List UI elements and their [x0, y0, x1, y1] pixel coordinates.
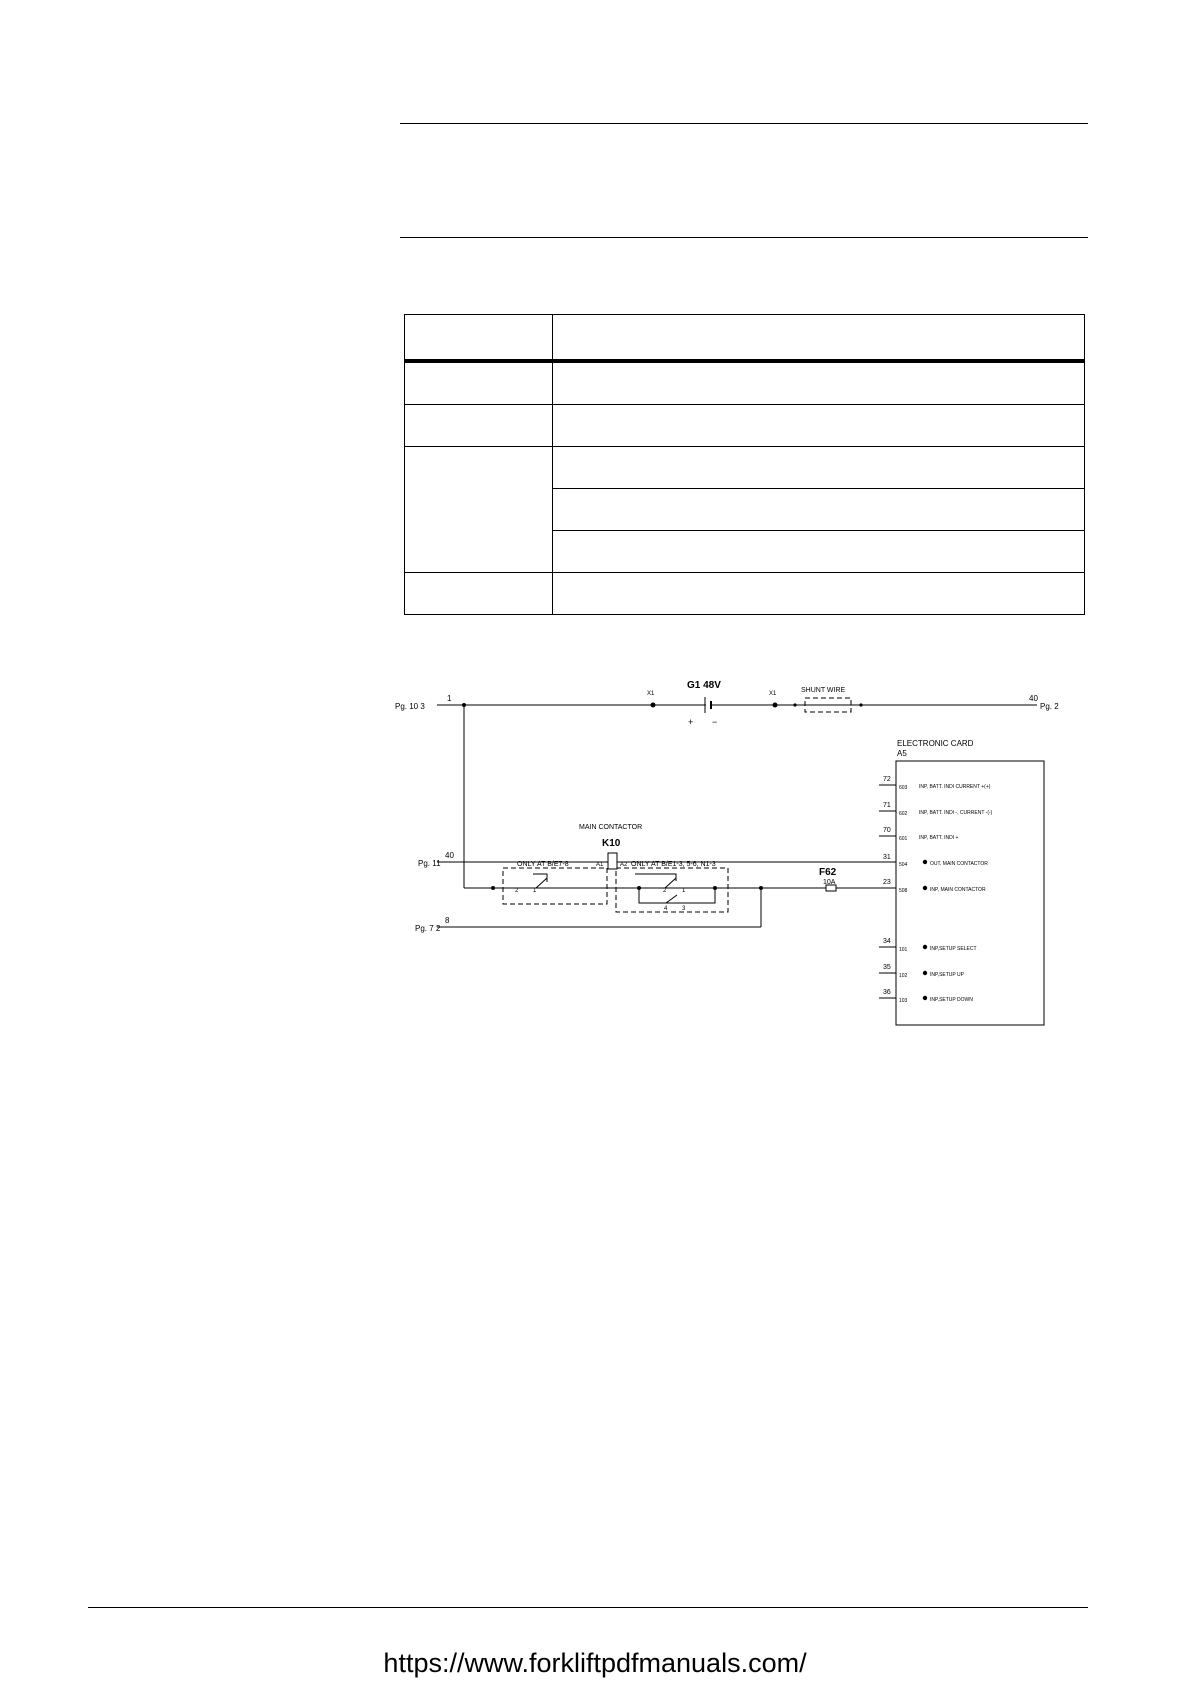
connector-x1-right-label: X1 — [769, 691, 777, 697]
card-pin-dot — [923, 996, 927, 1000]
header-rule-bottom — [400, 237, 1088, 238]
card-pin-label: INP, BATT. INDI -, CURRENT -(-) — [919, 810, 993, 816]
junction-dot — [713, 886, 717, 890]
card-wire-number: 31 — [883, 854, 891, 861]
footer-url[interactable]: https://www.forkliftpdfmanuals.com/ — [383, 1648, 807, 1678]
fuse-rating: 10A — [823, 879, 836, 886]
option-box-right — [616, 868, 728, 912]
table-header-row — [405, 315, 1085, 362]
card-pin-label: INP,SETUP UP — [930, 972, 964, 978]
option-right-label: ONLY AT B/E1-3, 5-6, N1-3 — [631, 861, 716, 868]
wire-number: 8 — [445, 916, 450, 925]
connector-x1-left-label: X1 — [647, 691, 655, 697]
wire-number: 1 — [447, 694, 452, 703]
contactor-coil — [608, 853, 617, 869]
battery-minus: − — [712, 717, 718, 727]
card-pin-number: 103 — [899, 998, 908, 1004]
card-wire-number: 35 — [883, 964, 891, 971]
card-wire-number: 36 — [883, 989, 891, 996]
page-ref-top-right: Pg. 2 — [1040, 702, 1059, 711]
card-pin-label: INP,SETUP DOWN — [930, 997, 973, 1003]
card-pin-number: 508 — [899, 888, 908, 894]
junction-dot — [637, 886, 641, 890]
spec-table — [404, 314, 1085, 615]
card-pin-label: INP, BATT. INDI + — [919, 835, 959, 841]
table-row — [405, 405, 1085, 447]
card-pin-number: 602 — [899, 811, 908, 817]
fuse-label: F62 — [819, 867, 837, 878]
connector-x1-left — [651, 703, 656, 708]
table-row — [405, 447, 1085, 489]
switch-terminal: 1 — [682, 888, 686, 894]
battery-plus: + — [688, 717, 694, 727]
card-pin-label: INP,SETUP SELECT — [930, 946, 977, 952]
junction-dot — [491, 886, 495, 890]
option-box-left — [503, 868, 607, 904]
card-pin-number: 504 — [899, 862, 908, 868]
contactor-label: K10 — [602, 838, 621, 849]
switch-terminal: 4 — [664, 906, 668, 912]
switch-terminal: 2 — [663, 888, 667, 894]
switch-terminal: 1 — [533, 888, 537, 894]
card-wire-number: 34 — [883, 938, 891, 945]
switch-terminal: 3 — [682, 906, 686, 912]
card-wire-number: 70 — [883, 827, 891, 834]
card-pin-number: 603 — [899, 785, 908, 791]
card-pin-number: 102 — [899, 973, 908, 979]
card-wire-number: 71 — [883, 802, 891, 809]
card-box — [896, 761, 1044, 1025]
page-ref-mid-left: Pg. 11 — [418, 859, 441, 868]
card-pin-dot — [923, 971, 927, 975]
junction-dot — [793, 703, 796, 706]
switch-terminal: 2 — [515, 888, 519, 894]
wiring-schematic — [395, 670, 1075, 1040]
card-pin-label: INP, MAIN CONTACTOR — [930, 887, 986, 893]
table-row — [405, 573, 1085, 615]
page-ref-top-left: Pg. 10 3 — [395, 702, 425, 711]
contactor-a1: A1 — [596, 862, 604, 868]
card-wire-number: 23 — [883, 879, 891, 886]
card-pin-dot — [923, 860, 927, 864]
table-row — [405, 361, 1085, 405]
connector-x1-right — [773, 703, 778, 708]
card-wire-number: 72 — [883, 776, 891, 783]
card-pin-dot — [923, 886, 927, 890]
card-pin-dot — [923, 945, 927, 949]
shunt-label: SHUNT WIRE — [801, 687, 846, 694]
switch-mid-lower — [666, 895, 677, 903]
wire-number: 40 — [1029, 694, 1038, 703]
card-ref: A5 — [897, 749, 907, 758]
card-title: ELECTRONIC CARD — [897, 739, 974, 748]
contactor-caption: MAIN CONTACTOR — [579, 824, 643, 831]
contactor-a2: A2 — [620, 862, 628, 868]
junction-dot — [859, 703, 862, 706]
wire-number: 40 — [445, 851, 454, 860]
battery-gap — [706, 703, 710, 707]
junction-dot — [759, 886, 763, 890]
switch-left — [533, 874, 547, 888]
card-pin-label: OUT, MAIN CONTACTOR — [930, 861, 988, 867]
card-pin-label: INP, BATT. INDI CURRENT +(+) — [919, 784, 991, 790]
header-rule-top — [400, 123, 1088, 124]
battery-label: G1 48V — [687, 680, 721, 691]
card-pin-number: 101 — [899, 947, 908, 953]
card-pin-number: 601 — [899, 836, 908, 842]
switch-mid-upper — [635, 874, 676, 888]
option-left-label: ONLY AT B/E7-8 — [517, 861, 569, 868]
page-ref-bottom-left: Pg. 7 2 — [415, 924, 441, 933]
footer-rule — [88, 1607, 1088, 1608]
junction-dot — [462, 703, 466, 707]
